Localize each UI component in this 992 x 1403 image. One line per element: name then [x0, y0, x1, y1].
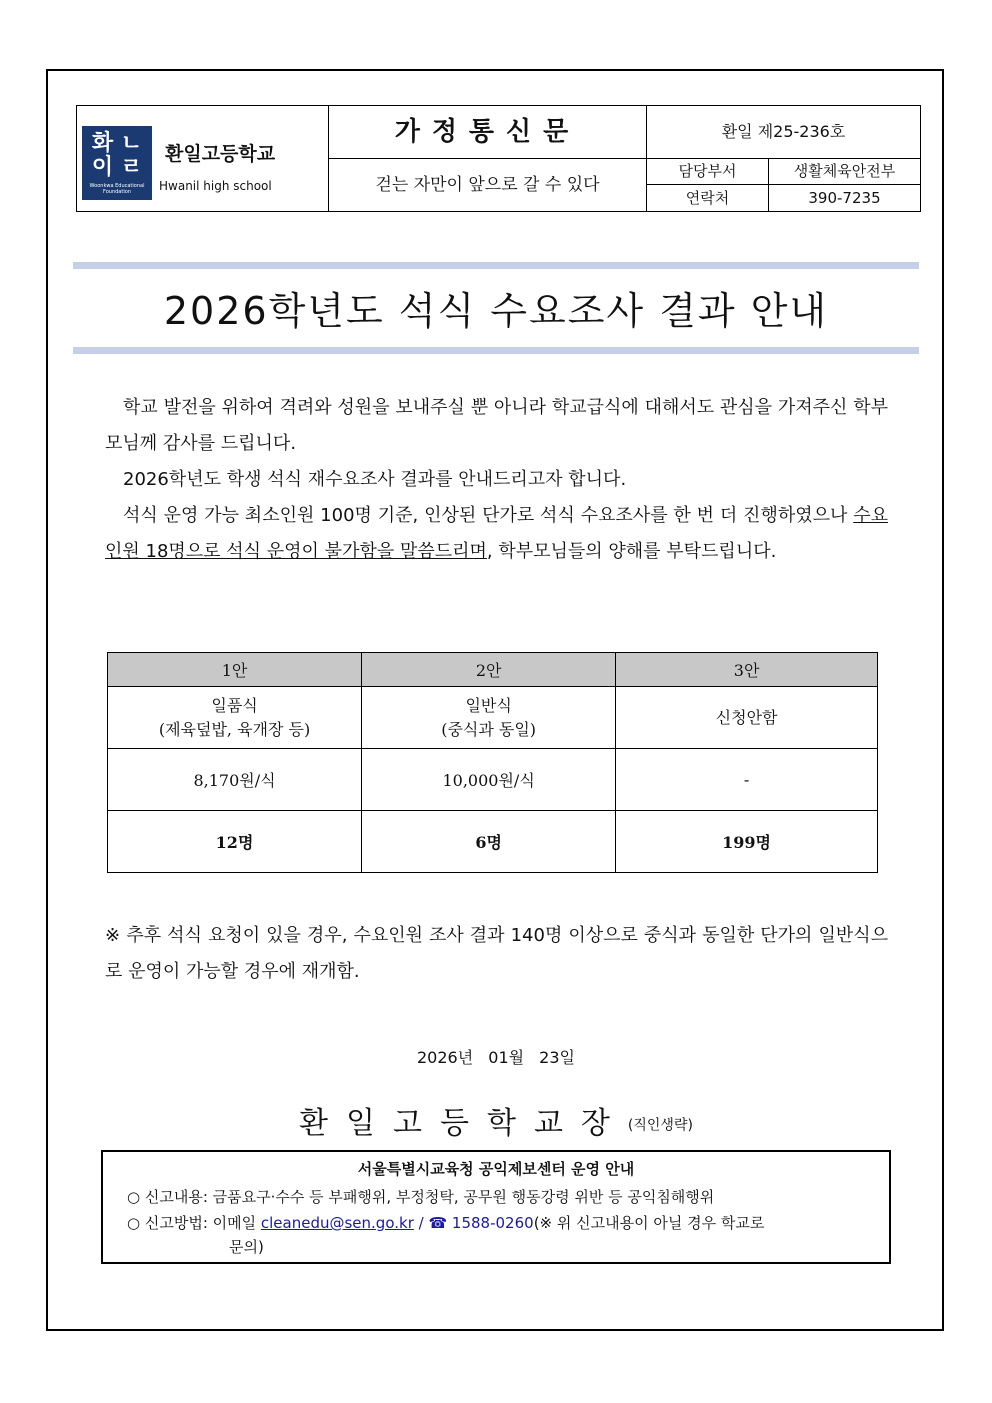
title-bar-top — [73, 262, 919, 269]
plan-menu-2-detail: (중식과 동일) — [441, 719, 537, 739]
plan-menu-1-detail: (제육덮밥, 육개장 등) — [158, 719, 311, 739]
plan-count-2: 6명 — [362, 811, 616, 873]
report-method-tail: (※ 위 신고내용이 아닐 경우 학교로 — [533, 1214, 765, 1232]
logo-text-bottom: 이 ㄹ — [91, 155, 143, 180]
future-note: ※ 추후 석식 요청이 있을 경우, 수요인원 조사 결과 140명 이상으로 중식과 동일한 단가의 일반식으로 운영이 가능할 경우에 재개함. — [105, 925, 888, 982]
report-method — [127, 1212, 764, 1233]
plan-menu-3 — [616, 687, 878, 749]
seal-note: (직인생략) — [627, 1117, 693, 1134]
logo-text-top: 화 ㄴ — [91, 131, 143, 156]
paragraph-greeting: 학교 발전을 위하여 격려와 성원을 보내주실 뿐 아니라 학교급식에 대해서도 관심을 가져주신 학부모님께 감사를 드립니다. — [105, 397, 888, 454]
plan-header-2: 2안 — [362, 653, 616, 687]
plan-menu-1 — [108, 687, 362, 749]
plan-menu-1-name: 일품식 — [211, 695, 258, 715]
plan-menu-2-name: 일반식 — [465, 695, 512, 715]
issue-number: 환일 제25-236호 — [647, 106, 920, 159]
report-email-link[interactable]: cleanedu@sen.go.kr — [260, 1214, 414, 1232]
paragraph-result — [105, 498, 888, 570]
document-title: 2026학년도 석식 수요조사 결과 안내 — [163, 289, 829, 333]
plan-table — [107, 652, 878, 873]
report-method-tail2: 문의) — [229, 1238, 264, 1256]
plan-menu-2 — [362, 687, 616, 749]
school-logo-area — [77, 106, 329, 211]
report-center-box — [101, 1150, 891, 1264]
title-bar-bottom — [73, 347, 919, 354]
plan-count-3: 199명 — [616, 811, 878, 873]
report-method-label: ○ 신고방법: 이메일 — [127, 1214, 261, 1232]
result-text-underlined: 수요인원 18명으로 석식 운영이 불가함을 말씀드리며 — [105, 505, 888, 562]
report-title: 서울특별시교육청 공익제보센터 운영 안내 — [357, 1160, 635, 1178]
plan-header-3: 3안 — [616, 653, 878, 687]
contact-value: 390-7235 — [808, 189, 881, 207]
report-phone: / ☎ 1588-0260 — [413, 1214, 534, 1232]
plan-price-3: - — [616, 749, 878, 811]
school-logo — [82, 126, 152, 200]
newsletter-header — [76, 105, 921, 212]
plan-price-2: 10,000원/식 — [362, 749, 616, 811]
plan-header-1: 1안 — [108, 653, 362, 687]
plan-price-1: 8,170원/식 — [108, 749, 362, 811]
principal-name: 환일고등학교장 — [299, 1106, 628, 1141]
school-name-ko: 환일고등학교 — [165, 143, 276, 165]
contact-label: 연락처 — [647, 185, 769, 211]
school-motto: 걷는 자만이 앞으로 갈 수 있다 — [329, 159, 647, 211]
paragraph-intro: 2026학년도 학생 석식 재수요조사 결과를 안내드리고자 합니다. — [123, 469, 627, 490]
plan-menu-3-name: 신청안함 — [715, 707, 778, 727]
issue-date: 2026년 01월 23일 — [417, 1048, 575, 1067]
department-label: 담당부서 — [647, 159, 769, 185]
plan-count-1: 12명 — [108, 811, 362, 873]
department-value: 생활체육안전부 — [769, 159, 920, 185]
result-text-a: 석식 운영 가능 최소인원 100명 기준, 인상된 단가로 석식 수요조사를 한 번 더 진행하였으나 — [123, 505, 854, 526]
school-name-en: Hwanil high school — [159, 179, 272, 193]
newsletter-title: 가정통신문 — [329, 106, 647, 159]
result-text-b: , 학부모님들의 양해를 부탁드립니다. — [486, 541, 777, 562]
report-content: ○ 신고내용: 금품요구·수수 등 부패행위, 부정청탁, 공무원 행동강령 위반 등 공익침해행위 — [127, 1188, 715, 1206]
logo-foundation: Woonkwa Educational Foundation — [89, 183, 145, 195]
principal-signature — [0, 1098, 992, 1142]
